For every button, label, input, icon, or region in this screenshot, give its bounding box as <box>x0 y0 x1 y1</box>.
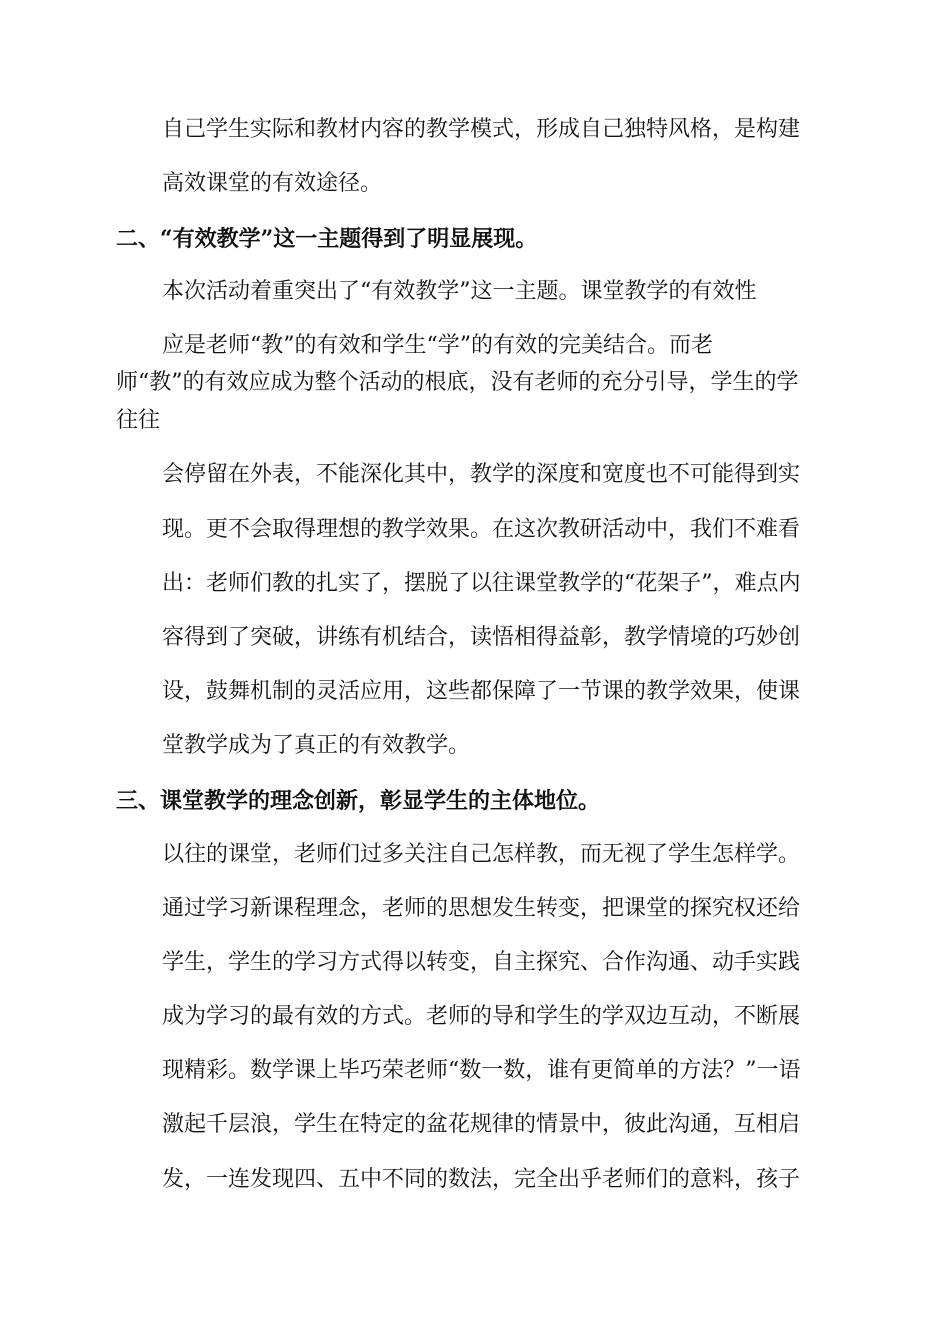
paragraph-line: 设，鼓舞机制的灵活应用，这些都保障了一节课的教学效果，使课 <box>162 679 801 704</box>
paragraph-line: 堂教学成为了真正的有效教学。 <box>162 733 471 758</box>
paragraph-line: 发，一连发现四、五中不同的数法，完全出乎老师们的意料，孩子 <box>162 1167 801 1192</box>
paragraph-line: 通过学习新课程理念，老师的思想发生转变，把课堂的探究权还给 <box>162 896 801 921</box>
paragraph-line: 激起千层浪，学生在特定的盆花规律的情景中，彼此沟通，互相启 <box>162 1112 801 1137</box>
paragraph-line: 往往 <box>116 408 161 433</box>
paragraph-line: 应是老师“教”的有效和学生“学”的有效的完美结合。而老 <box>162 333 713 358</box>
paragraph-line: 学生，学生的学习方式得以转变，自主探究、合作沟通、动手实践 <box>162 950 801 975</box>
paragraph-line: 会停留在外表，不能深化其中，教学的深度和宽度也不可能得到实 <box>162 462 801 487</box>
paragraph-line: 现。更不会取得理想的教学效果。在这次教研活动中，我们不难看 <box>162 517 801 542</box>
section-heading-3: 三、课堂教学的理念创新，彰显学生的主体地位。 <box>116 788 601 814</box>
paragraph-line: 高效课堂的有效途径。 <box>162 171 383 196</box>
paragraph-line: 师“教”的有效应成为整个活动的根底，没有老师的充分引导，学生的学 <box>116 370 799 395</box>
paragraph-line: 出：老师们教的扎实了，摆脱了以往课堂教学的“花架子”，难点内 <box>162 571 801 596</box>
paragraph-line: 成为学习的最有效的方式。老师的导和学生的学双边互动，不断展 <box>162 1004 801 1029</box>
section-heading-2: 二、“有效教学”这一主题得到了明显展现。 <box>116 226 538 252</box>
paragraph-line: 容得到了突破，讲练有机结合，读悟相得益彰，教学情境的巧妙创 <box>162 625 801 650</box>
paragraph-line: 本次活动着重突出了“有效教学”这一主题。课堂教学的有效性 <box>162 279 757 304</box>
paragraph-line: 自己学生实际和教材内容的教学模式，形成自己独特风格，是构建 <box>162 117 801 142</box>
paragraph-line: 现精彩。数学课上毕巧荣老师“数一数，谁有更简单的方法？”一语 <box>162 1058 801 1083</box>
paragraph-line: 以往的课堂，老师们过多关注自己怎样教，而无视了学生怎样学。 <box>162 842 801 867</box>
